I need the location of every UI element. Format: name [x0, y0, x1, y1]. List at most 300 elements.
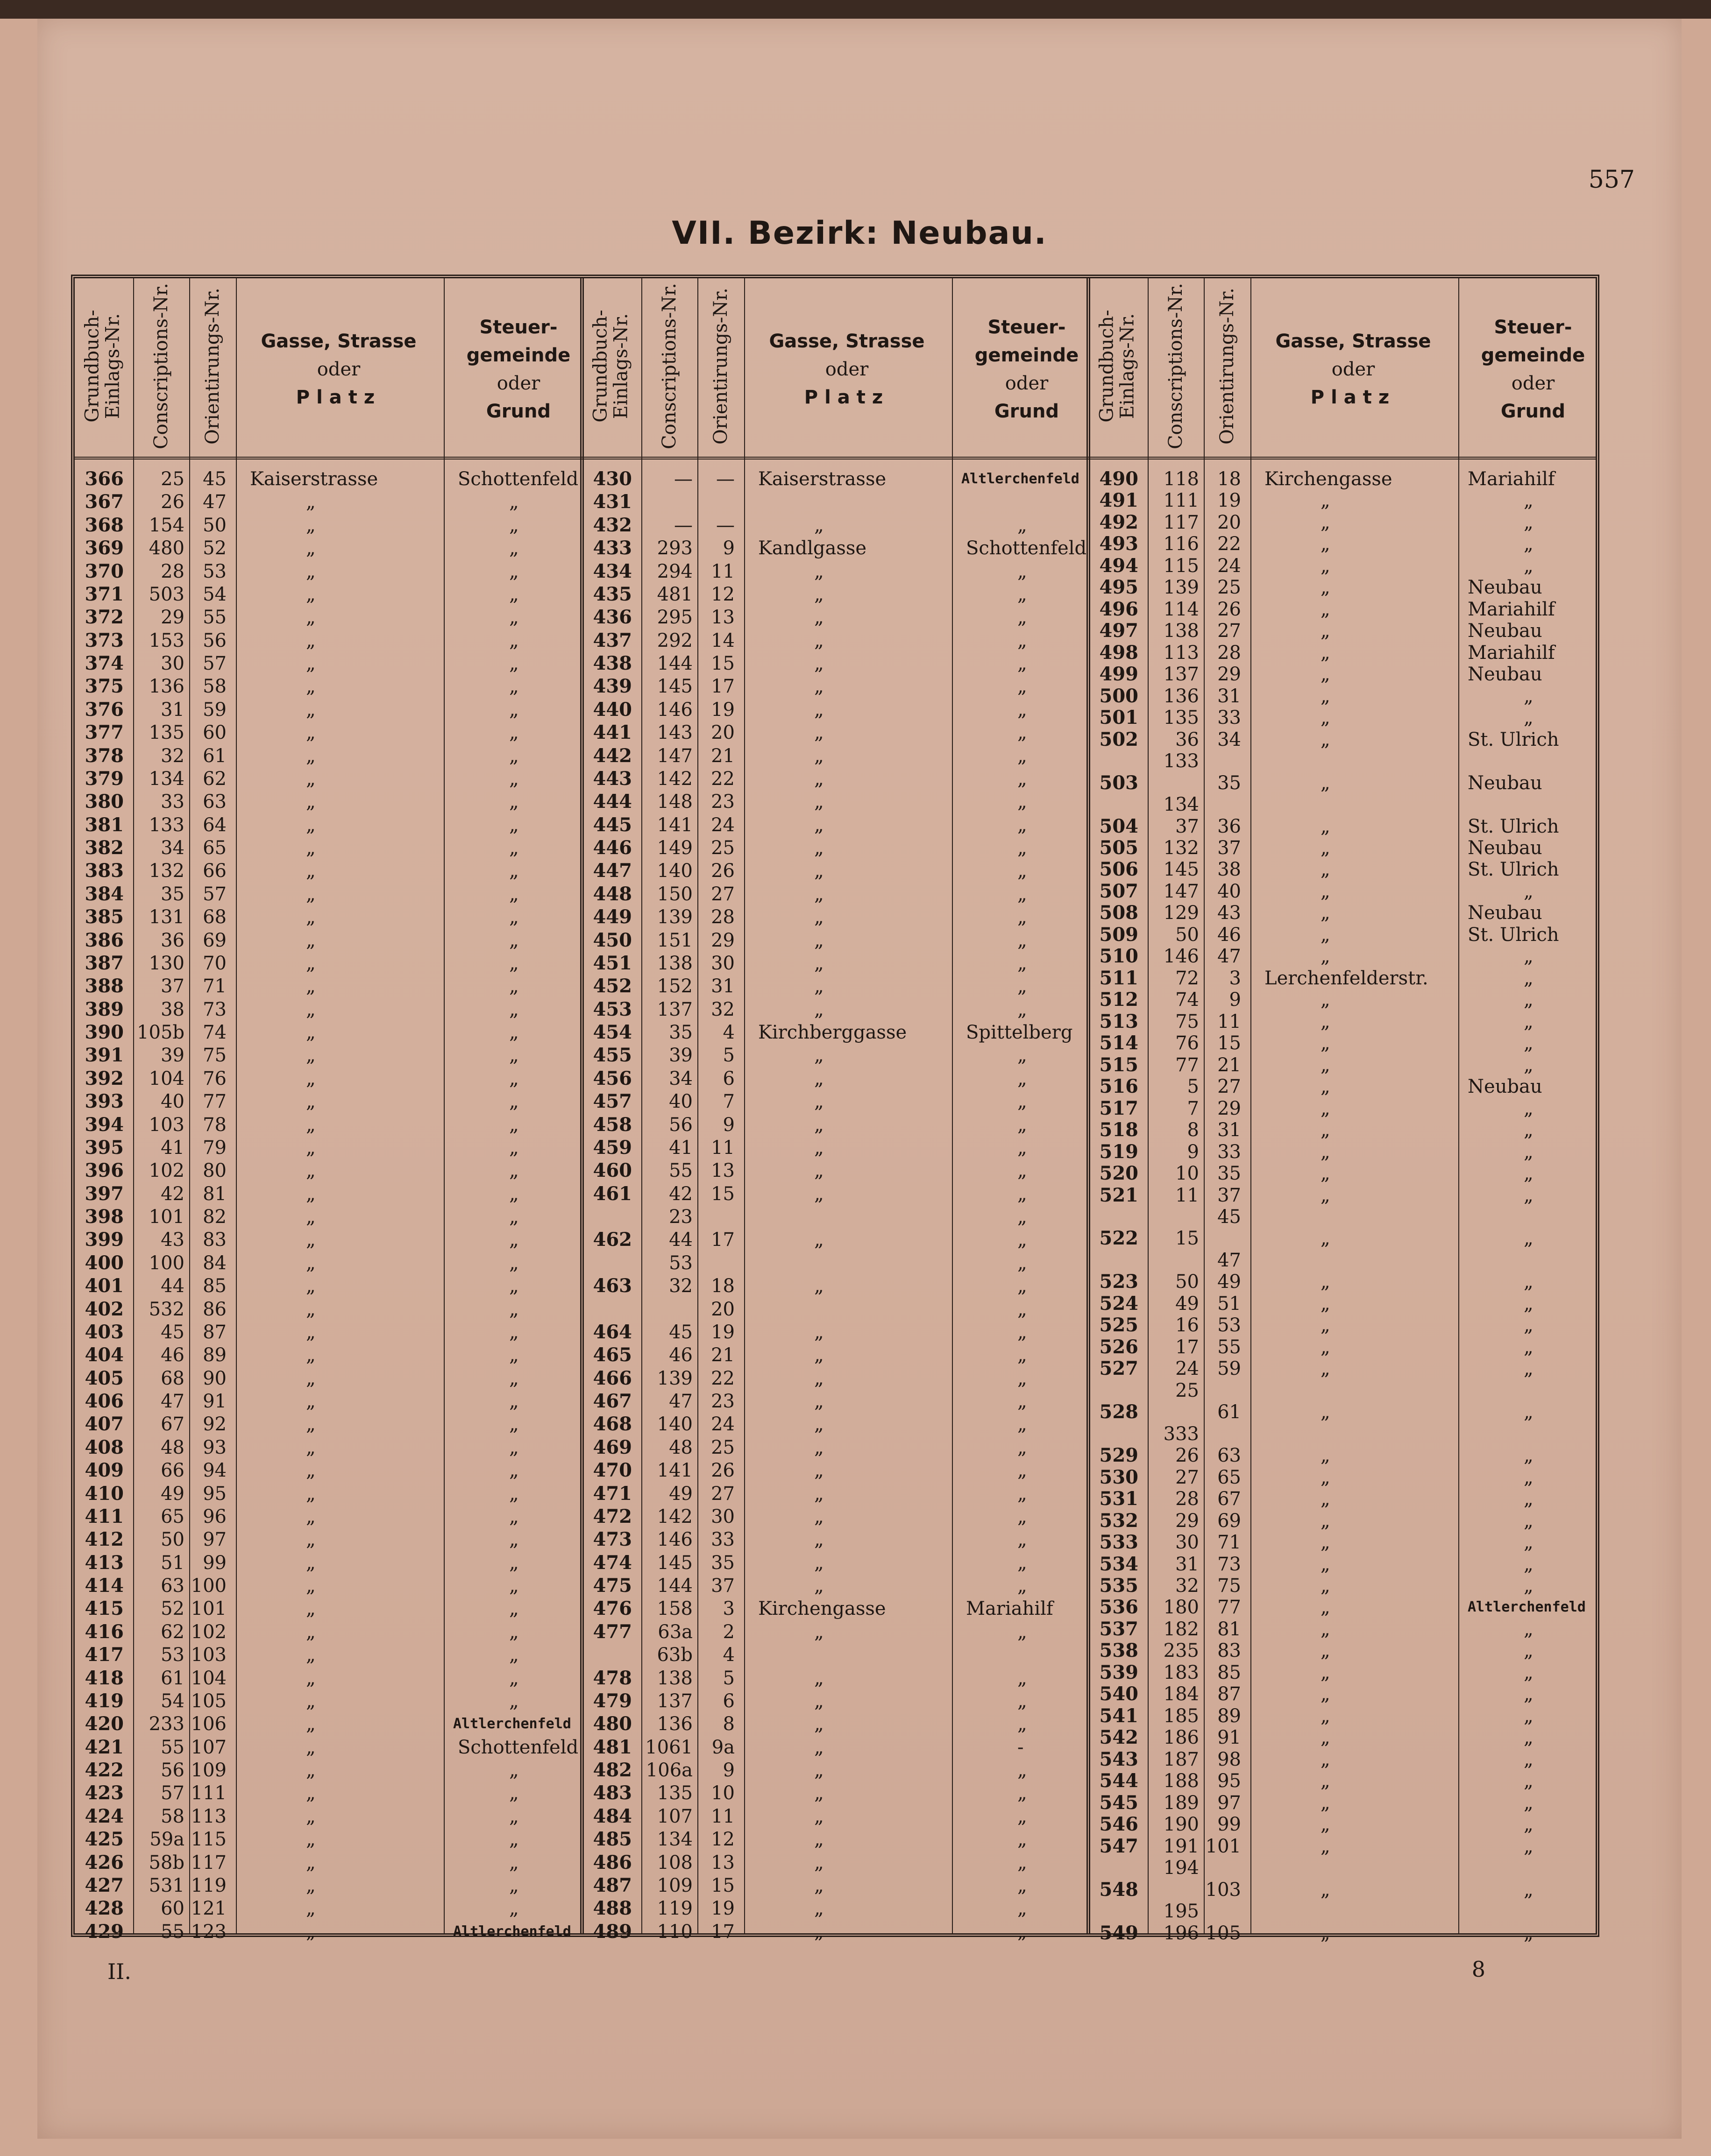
cell-conscriptions-nr: 25 — [161, 468, 185, 490]
cell-steuergemeinde: „ — [509, 1690, 519, 1712]
cell-grundbuch-nr: 533 — [1099, 1531, 1138, 1554]
cell-conscriptions-nr: 143 — [657, 722, 693, 744]
cell-gasse: „ — [1321, 1184, 1330, 1206]
cell-gasse: „ — [814, 676, 824, 698]
cell-grundbuch-nr: 420 — [85, 1713, 124, 1735]
cell-gasse: „ — [306, 1367, 316, 1389]
cell-steuergemeinde: „ — [1017, 607, 1027, 629]
cell-grundbuch-nr: 448 — [593, 883, 632, 905]
cell-steuergemeinde: „ — [1524, 1575, 1534, 1597]
cell-gasse: „ — [814, 1690, 824, 1712]
cell-conscriptions-nr: 135 — [1163, 707, 1199, 729]
cell-grundbuch-nr: 538 — [1099, 1640, 1138, 1662]
page-title: VII. Bezirk: Neubau. — [672, 215, 1047, 252]
cell-grundbuch-nr: 382 — [85, 837, 124, 859]
cell-conscriptions-nr: 196 — [1163, 1922, 1199, 1944]
cell-conscriptions-nr: 30 — [1175, 1532, 1199, 1554]
cell-conscriptions-nr: 59a — [149, 1829, 185, 1851]
cell-conscriptions-nr: 107 — [657, 1805, 693, 1827]
cell-orientirungs-nr: 35 — [1217, 772, 1241, 794]
cell-conscriptions-nr: — — [674, 514, 693, 536]
cell-conscriptions-nr: 26 — [161, 491, 185, 513]
cell-conscriptions-nr: 16 — [1175, 1315, 1199, 1336]
cell-orientirungs-nr: 70 — [203, 952, 227, 974]
cell-gasse: „ — [814, 1414, 824, 1435]
cell-orientirungs-nr: 73 — [203, 998, 227, 1020]
cell-gasse: „ — [814, 1921, 824, 1943]
header-gasse-line3: Platz — [1310, 387, 1396, 408]
cell-gasse: „ — [306, 1460, 316, 1482]
cell-orientirungs-nr: 86 — [203, 1298, 227, 1320]
cell-gasse: „ — [814, 906, 824, 928]
cell-steuergemeinde: „ — [1524, 946, 1534, 968]
cell-conscriptions-nr: 63 — [161, 1575, 185, 1597]
cell-conscriptions-nr: 191 — [1163, 1835, 1199, 1857]
cell-orientirungs-nr: 40 — [1217, 880, 1241, 902]
cell-steuergemeinde: „ — [509, 491, 519, 513]
cell-orientirungs-nr: 33 — [711, 1529, 735, 1551]
cell-gasse: „ — [814, 1483, 824, 1505]
cell-orientirungs-nr: — — [716, 514, 735, 536]
cell-gasse: „ — [814, 1367, 824, 1389]
cell-conscriptions-nr: 76 — [1175, 1032, 1199, 1054]
cell-grundbuch-nr: 412 — [85, 1528, 124, 1551]
register-table — [71, 275, 1599, 1944]
cell-gasse: „ — [814, 1529, 824, 1551]
cell-conscriptions-nr: 480 — [149, 537, 185, 559]
cell-gasse: „ — [814, 1114, 824, 1136]
cell-gasse: „ — [814, 1713, 824, 1735]
cell-steuergemeinde: „ — [1524, 1271, 1534, 1293]
cell-orientirungs-nr: 102 — [191, 1621, 227, 1643]
cell-gasse: „ — [1321, 1922, 1330, 1944]
cell-conscriptions-nr: 50 — [1175, 924, 1199, 946]
cell-grundbuch-nr: 469 — [593, 1436, 632, 1458]
cell-steuergemeinde: „ — [509, 1874, 519, 1896]
cell-grundbuch-nr: 381 — [85, 813, 124, 836]
header-steuer-line2: gemeinde — [1481, 345, 1585, 366]
cell-conscriptions-nr: 145 — [657, 676, 693, 698]
cell-steuergemeinde: „ — [1017, 653, 1027, 674]
cell-gasse: „ — [306, 1598, 316, 1620]
cell-grundbuch-nr: 371 — [85, 583, 124, 605]
cell-conscriptions-nr: 182 — [1163, 1618, 1199, 1640]
cell-gasse: „ — [1321, 1119, 1330, 1141]
cell-conscriptions-nr: 62 — [161, 1621, 185, 1643]
cell-conscriptions-nr: 153 — [149, 629, 185, 651]
cell-conscriptions-nr: 54 — [161, 1690, 185, 1712]
cell-orientirungs-nr: 61 — [1217, 1401, 1241, 1423]
cell-conscriptions-nr: 154 — [149, 514, 185, 536]
cell-grundbuch-nr: 535 — [1099, 1575, 1138, 1597]
cell-conscriptions-nr: 113 — [1163, 642, 1199, 664]
cell-orientirungs-nr: 45 — [203, 468, 227, 490]
cell-gasse: „ — [814, 722, 824, 744]
cell-grundbuch-nr: 397 — [85, 1182, 124, 1205]
cell-gasse: „ — [1321, 1032, 1330, 1054]
cell-grundbuch-nr: 499 — [1099, 663, 1138, 686]
cell-conscriptions-nr: 42 — [669, 1183, 693, 1205]
header-steuergemeinde-grund — [1458, 292, 1608, 446]
cell-grundbuch-nr: 396 — [85, 1159, 124, 1182]
cell-conscriptions-nr: 103 — [149, 1114, 185, 1136]
header-grundbuch-line1: Grundbuch- — [1096, 310, 1118, 423]
cell-grundbuch-nr: 482 — [593, 1759, 632, 1781]
cell-gasse: „ — [306, 1091, 316, 1113]
cell-gasse: „ — [1321, 859, 1330, 881]
cell-orientirungs-nr: 12 — [711, 1829, 735, 1851]
header-grundbuch-label — [590, 310, 632, 422]
cell-conscriptions-nr: 55 — [669, 1160, 693, 1182]
cell-orientirungs-nr: 100 — [191, 1575, 227, 1597]
cell-conscriptions-nr: 74 — [1175, 989, 1199, 1011]
header-gasse-line3: Platz — [804, 387, 890, 408]
cell-conscriptions-nr: 47 — [161, 1391, 185, 1412]
cell-grundbuch-nr: 384 — [85, 883, 124, 905]
cell-conscriptions-nr: 46 — [161, 1344, 185, 1366]
cell-orientirungs-nr: 19 — [711, 1898, 735, 1920]
cell-grundbuch-nr: 540 — [1099, 1683, 1138, 1705]
cell-conscriptions-nr: 140 — [657, 860, 693, 882]
cell-conscriptions-nr: 38 — [161, 998, 185, 1020]
cell-orientirungs-nr: 37 — [711, 1575, 735, 1597]
cell-conscriptions-nr: 34 — [669, 1067, 693, 1089]
cell-steuergemeinde: „ — [509, 1067, 519, 1089]
cell-conscriptions-nr: 503 — [149, 583, 185, 605]
footer-sheet-number: 8 — [1471, 1957, 1485, 1982]
cell-grundbuch-nr: 429 — [85, 1920, 124, 1943]
cell-grundbuch-nr: 399 — [85, 1229, 124, 1251]
header-gasse-line2: oder — [317, 359, 361, 380]
cell-conscriptions-nr: 28 — [1175, 1488, 1199, 1510]
cell-orientirungs-nr: 27 — [711, 883, 735, 905]
cell-conscriptions-nr: 119 — [657, 1898, 693, 1920]
cell-grundbuch-nr: 374 — [85, 652, 124, 674]
cell-gasse: „ — [306, 860, 316, 882]
cell-grundbuch-nr: 433 — [593, 537, 632, 559]
cell-grundbuch-nr: 473 — [593, 1528, 632, 1551]
cell-conscriptions-nr: 45 — [669, 1321, 693, 1343]
cell-grundbuch-nr: 423 — [85, 1782, 124, 1804]
cell-conscriptions-nr: 26 — [1175, 1445, 1199, 1467]
cell-steuergemeinde: „ — [509, 1552, 519, 1574]
cell-steuergemeinde: „ — [1017, 814, 1027, 836]
cell-steuergemeinde: „ — [1017, 791, 1027, 813]
cell-conscriptions-nr: 137 — [1163, 664, 1199, 686]
cell-orientirungs-nr: 104 — [191, 1667, 227, 1689]
cell-conscriptions-nr: 108 — [657, 1852, 693, 1873]
cell-gasse: „ — [1321, 620, 1330, 642]
cell-steuergemeinde: „ — [1017, 1506, 1027, 1527]
cell-grundbuch-nr: 386 — [85, 929, 124, 951]
cell-grundbuch-nr: 490 — [1099, 468, 1138, 490]
cell-gasse: „ — [306, 1045, 316, 1067]
cell-gasse: „ — [1321, 1141, 1330, 1163]
cell-gasse: „ — [1321, 1814, 1330, 1836]
cell-conscriptions-nr: 49 — [669, 1483, 693, 1505]
cell-steuergemeinde: „ — [509, 1852, 519, 1873]
cell-grundbuch-nr: 530 — [1099, 1466, 1138, 1488]
cell-orientirungs-nr: 35 — [711, 1552, 735, 1574]
cell-conscriptions-nr: 42 — [161, 1183, 185, 1205]
cell-steuergemeinde: „ — [1524, 1618, 1534, 1640]
header-gasse-line1: Gasse, Strasse — [769, 331, 925, 352]
cell-gasse: „ — [306, 791, 316, 813]
cell-grundbuch-nr: 462 — [593, 1229, 632, 1251]
cell-orientirungs-nr: 46 — [1217, 924, 1241, 946]
cell-gasse: „ — [306, 1621, 316, 1643]
cell-orientirungs-nr: 26 — [1217, 598, 1241, 620]
cell-orientirungs-nr: 66 — [203, 860, 227, 882]
cell-gasse: „ — [306, 1022, 316, 1043]
cell-conscriptions-nr: 116 — [1163, 533, 1199, 555]
cell-steuergemeinde: „ — [509, 1667, 519, 1689]
cell-gasse: „ — [306, 1644, 316, 1666]
cell-grundbuch-nr: 510 — [1099, 945, 1138, 968]
cell-gasse: „ — [306, 952, 316, 974]
cell-conscriptions-nr: 333 — [1163, 1423, 1199, 1445]
cell-orientirungs-nr: 28 — [711, 906, 735, 928]
cell-orientirungs-nr: 47 — [1217, 1249, 1241, 1271]
cell-steuergemeinde: „ — [1524, 1879, 1534, 1901]
cell-conscriptions-nr: 48 — [669, 1436, 693, 1458]
cell-steuergemeinde: „ — [509, 1483, 519, 1505]
cell-steuergemeinde: „ — [509, 1598, 519, 1620]
cell-steuergemeinde: „ — [509, 1298, 519, 1320]
cell-grundbuch-nr: 450 — [593, 929, 632, 951]
cell-gasse: „ — [1321, 1054, 1330, 1076]
cell-conscriptions-nr: 53 — [161, 1644, 185, 1666]
cell-steuergemeinde: „ — [1017, 1391, 1027, 1412]
header-steuergemeinde-grund — [444, 292, 593, 446]
cell-steuergemeinde: „ — [1017, 976, 1027, 997]
cell-gasse: „ — [814, 583, 824, 605]
cell-steuergemeinde: Mariahilf — [1468, 598, 1555, 620]
cell-orientirungs-nr: 85 — [1217, 1661, 1241, 1683]
cell-gasse: „ — [814, 607, 824, 629]
cell-steuergemeinde: „ — [1524, 1792, 1534, 1814]
cell-orientirungs-nr: 63 — [203, 791, 227, 813]
cell-orientirungs-nr: 55 — [203, 607, 227, 629]
cell-grundbuch-nr: 458 — [593, 1113, 632, 1136]
header-gasse-strasse-platz — [744, 292, 950, 446]
cell-grundbuch-nr: 527 — [1099, 1357, 1138, 1380]
cell-steuergemeinde: „ — [509, 583, 519, 605]
cell-steuergemeinde: Altlerchenfeld — [453, 1716, 571, 1732]
cell-conscriptions-nr: 114 — [1163, 598, 1199, 620]
cell-orientirungs-nr: 68 — [203, 906, 227, 928]
cell-conscriptions-nr: 27 — [1175, 1466, 1199, 1488]
cell-grundbuch-nr: 369 — [85, 537, 124, 559]
cell-conscriptions-nr: 134 — [1163, 794, 1199, 816]
cell-steuergemeinde: „ — [509, 1529, 519, 1551]
column-rule — [697, 278, 698, 1933]
header-conscriptions-label: Conscriptions-Nr. — [150, 283, 172, 450]
cell-grundbuch-nr: 509 — [1099, 923, 1138, 946]
cell-grundbuch-nr: 422 — [85, 1759, 124, 1781]
cell-gasse: „ — [814, 814, 824, 836]
cell-steuergemeinde: „ — [1524, 1011, 1534, 1032]
cell-grundbuch-nr: 426 — [85, 1851, 124, 1873]
cell-grundbuch-nr: 416 — [85, 1620, 124, 1643]
cell-steuergemeinde: Neubau — [1468, 1076, 1542, 1098]
cell-conscriptions-nr: 48 — [161, 1436, 185, 1458]
cell-orientirungs-nr: 63 — [1217, 1445, 1241, 1467]
cell-orientirungs-nr: 81 — [1217, 1618, 1241, 1640]
cell-steuergemeinde: „ — [1017, 1760, 1027, 1781]
cell-conscriptions-nr: 77 — [1175, 1054, 1199, 1076]
cell-orientirungs-nr: 71 — [203, 976, 227, 997]
cell-grundbuch-nr: 542 — [1099, 1726, 1138, 1749]
cell-conscriptions-nr: 136 — [149, 676, 185, 698]
cell-orientirungs-nr: 18 — [711, 1275, 735, 1297]
cell-conscriptions-nr: 146 — [657, 699, 693, 721]
cell-steuergemeinde: „ — [509, 629, 519, 651]
cell-gasse: „ — [1321, 728, 1330, 750]
cell-orientirungs-nr: 52 — [203, 537, 227, 559]
cell-orientirungs-nr: 90 — [203, 1367, 227, 1389]
cell-steuergemeinde: „ — [1524, 967, 1534, 989]
cell-gasse: „ — [1321, 1510, 1330, 1532]
cell-gasse: „ — [814, 1667, 824, 1689]
cell-grundbuch-nr: 430 — [593, 468, 632, 490]
cell-orientirungs-nr: 9 — [1229, 989, 1241, 1011]
cell-gasse: „ — [1321, 1553, 1330, 1575]
cell-orientirungs-nr: 58 — [203, 676, 227, 698]
cell-gasse: „ — [814, 929, 824, 951]
cell-steuergemeinde: „ — [1524, 1445, 1534, 1467]
cell-grundbuch-nr: 395 — [85, 1136, 124, 1159]
cell-grundbuch-nr: 541 — [1099, 1704, 1138, 1727]
cell-gasse: „ — [1321, 1358, 1330, 1380]
cell-conscriptions-nr: 50 — [161, 1529, 185, 1551]
cell-grundbuch-nr: 451 — [593, 952, 632, 974]
cell-steuergemeinde: „ — [509, 1367, 519, 1389]
cell-orientirungs-nr: 61 — [203, 745, 227, 767]
cell-orientirungs-nr: 9a — [711, 1736, 735, 1758]
cell-orientirungs-nr: 62 — [203, 768, 227, 790]
cell-steuergemeinde: St. Ulrich — [1468, 924, 1559, 946]
cell-grundbuch-nr: 444 — [593, 791, 632, 813]
cell-gasse: Lerchenfelderstr. — [1264, 967, 1428, 989]
cell-conscriptions-nr: 23 — [669, 1206, 693, 1228]
cell-steuergemeinde: „ — [509, 1022, 519, 1043]
cell-grundbuch-nr: 405 — [85, 1367, 124, 1389]
cell-gasse: „ — [1321, 642, 1330, 664]
cell-grundbuch-nr: 439 — [593, 675, 632, 698]
cell-conscriptions-nr: 9 — [1187, 1141, 1199, 1163]
block-separator — [580, 278, 584, 1933]
cell-grundbuch-nr: 391 — [85, 1044, 124, 1067]
cell-grundbuch-nr: 415 — [85, 1598, 124, 1620]
header-grundbuch-einlags-nr — [592, 287, 630, 445]
cell-steuergemeinde: „ — [509, 1898, 519, 1920]
header-conscriptions-nr — [1157, 283, 1194, 450]
cell-steuergemeinde: „ — [1017, 1805, 1027, 1827]
cell-gasse: „ — [306, 1529, 316, 1551]
book-binding-edge — [0, 0, 1711, 19]
cell-orientirungs-nr: 57 — [203, 653, 227, 674]
cell-orientirungs-nr: 54 — [203, 583, 227, 605]
cell-orientirungs-nr: 29 — [711, 929, 735, 951]
cell-steuergemeinde: „ — [1017, 699, 1027, 721]
cell-grundbuch-nr: 428 — [85, 1897, 124, 1920]
cell-orientirungs-nr: 19 — [1217, 490, 1241, 512]
cell-orientirungs-nr: 23 — [711, 1391, 735, 1412]
cell-grundbuch-nr: 417 — [85, 1644, 124, 1666]
cell-conscriptions-nr: 139 — [657, 906, 693, 928]
cell-conscriptions-nr: 152 — [657, 976, 693, 997]
header-grundbuch-line1: Grundbuch- — [82, 310, 103, 423]
cell-grundbuch-nr: 437 — [593, 629, 632, 651]
cell-steuergemeinde: „ — [1524, 685, 1534, 707]
cell-conscriptions-nr: 135 — [149, 722, 185, 744]
cell-steuergemeinde: „ — [509, 1782, 519, 1804]
cell-orientirungs-nr: 83 — [203, 1229, 227, 1251]
cell-steuergemeinde: „ — [509, 1160, 519, 1182]
cell-grundbuch-nr: 471 — [593, 1482, 632, 1505]
cell-gasse: „ — [306, 1252, 316, 1274]
cell-grundbuch-nr: 435 — [593, 583, 632, 605]
cell-grundbuch-nr: 546 — [1099, 1813, 1138, 1836]
cell-grundbuch-nr: 504 — [1099, 815, 1138, 837]
cell-gasse: „ — [306, 537, 316, 559]
block-separator — [1086, 278, 1090, 1933]
cell-steuergemeinde: - — [1017, 1736, 1024, 1758]
cell-grundbuch-nr: 385 — [85, 906, 124, 928]
cell-orientirungs-nr: 3 — [723, 1598, 735, 1620]
cell-gasse: „ — [814, 1874, 824, 1896]
header-gasse-strasse-platz — [236, 292, 441, 446]
cell-conscriptions-nr: 106a — [646, 1760, 693, 1781]
cell-gasse: „ — [814, 1760, 824, 1781]
cell-conscriptions-nr: 36 — [1175, 728, 1199, 750]
cell-orientirungs-nr: 76 — [203, 1067, 227, 1089]
header-gasse-strasse-platz — [1250, 292, 1456, 446]
cell-conscriptions-nr: 138 — [657, 1667, 693, 1689]
cell-orientirungs-nr: 65 — [1217, 1466, 1241, 1488]
cell-gasse: „ — [814, 1621, 824, 1643]
cell-gasse: „ — [306, 583, 316, 605]
cell-orientirungs-nr: 9 — [723, 1114, 735, 1136]
cell-orientirungs-nr: 24 — [1217, 555, 1241, 577]
cell-grundbuch-nr: 506 — [1099, 858, 1138, 881]
header-conscriptions-label: Conscriptions-Nr. — [659, 283, 680, 450]
header-steuer-line1: Steuer- — [1494, 317, 1572, 338]
cell-steuergemeinde: „ — [509, 745, 519, 767]
column-rule — [1204, 278, 1205, 1933]
cell-conscriptions-nr: 44 — [669, 1229, 693, 1251]
cell-conscriptions-nr: 137 — [657, 998, 693, 1020]
cell-grundbuch-nr: 414 — [85, 1575, 124, 1597]
cell-gasse: „ — [814, 1736, 824, 1758]
cell-steuergemeinde: „ — [1017, 1782, 1027, 1804]
cell-orientirungs-nr: 113 — [191, 1805, 227, 1827]
cell-steuergemeinde: „ — [1524, 1228, 1534, 1250]
cell-gasse: „ — [1321, 902, 1330, 924]
cell-grundbuch-nr: 488 — [593, 1897, 632, 1920]
cell-grundbuch-nr: 368 — [85, 514, 124, 536]
cell-steuergemeinde: „ — [1017, 560, 1027, 582]
header-grundbuch-einlags-nr — [82, 287, 124, 445]
cell-gasse: „ — [1321, 1618, 1330, 1640]
cell-gasse: „ — [306, 1852, 316, 1873]
cell-gasse: „ — [814, 1506, 824, 1527]
cell-steuergemeinde: „ — [509, 952, 519, 974]
cell-steuergemeinde: „ — [1017, 676, 1027, 698]
cell-conscriptions-nr: 34 — [161, 837, 185, 859]
cell-conscriptions-nr: 40 — [669, 1091, 693, 1113]
